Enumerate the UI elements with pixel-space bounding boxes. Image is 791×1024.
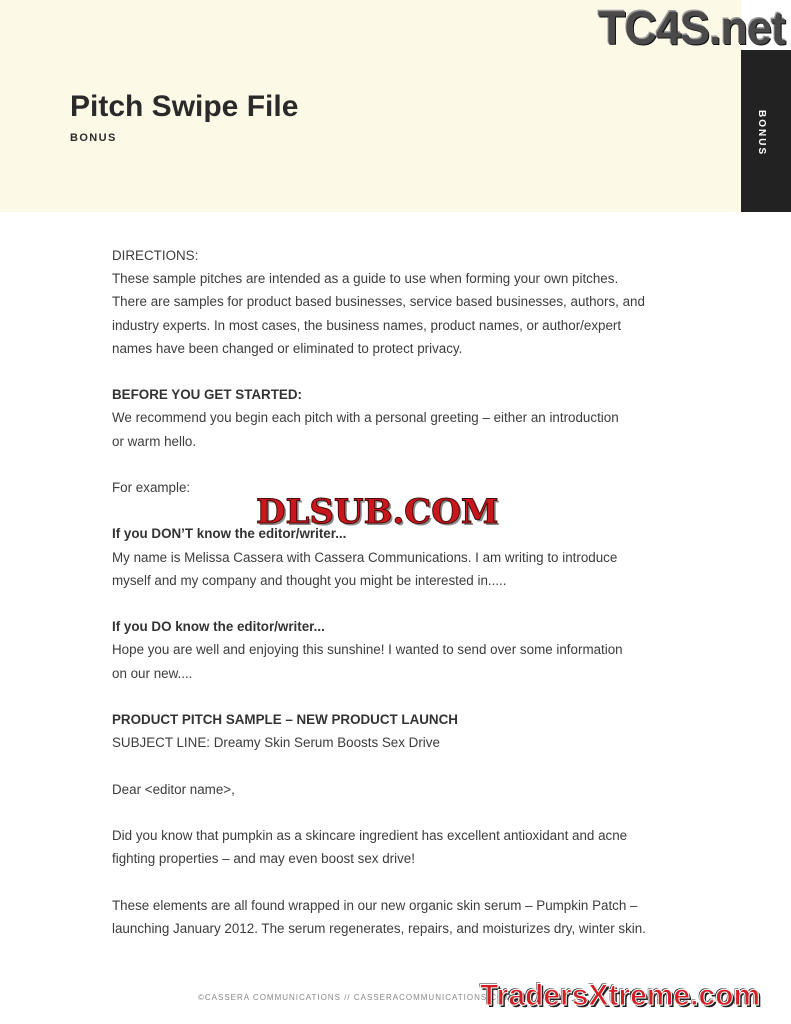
pitch-line: These elements are all found wrapped in our new organic skin serum – Pumpkin Patch – (112, 897, 638, 913)
pitch-line: Did you know that pumpkin as a skincare ingredient has excellent antioxidant and acne (112, 827, 628, 843)
pitch-paragraph-1 (112, 824, 692, 870)
subject-line: SUBJECT LINE: Dreamy Skin Serum Boosts Sex Drive (112, 735, 440, 751)
dont-know-heading: If you DON’T know the editor/writer... (112, 526, 347, 542)
directions-section (112, 244, 692, 360)
salutation: Dear <editor name>, (112, 781, 235, 797)
directions-line: industry experts. In most cases, the business names, product names, or author/expert (112, 317, 622, 333)
before-heading: BEFORE YOU GET STARTED: (112, 387, 302, 403)
before-line: We recommend you begin each pitch with a personal greeting – either an introduction (112, 410, 619, 426)
directions-line: These sample pitches are intended as a guide to use when forming your own pitches. (112, 271, 619, 287)
page-footer: ©CASSERA COMMUNICATIONS // CASSERACOMMUNICATIONS.COM (198, 993, 513, 1002)
do-know-section (112, 615, 692, 685)
sample-heading: PRODUCT PITCH SAMPLE – NEW PRODUCT LAUNCH (112, 711, 458, 727)
pitch-line: fighting properties – and may even boost sex drive! (112, 851, 415, 867)
watermark-middle: DLSUB.COM (256, 492, 499, 532)
salutation-section (112, 778, 692, 801)
page-subtitle: BONUS (70, 132, 117, 144)
watermark-bottom: TradersXtreme.com (480, 979, 761, 1012)
before-section (112, 383, 692, 453)
pitch-paragraph-2 (112, 894, 692, 940)
page-title: Pitch Swipe File (70, 90, 299, 123)
do-know-heading: If you DO know the editor/writer... (112, 619, 325, 635)
directions-line: There are samples for product based businesses, service based businesses, authors, and (112, 294, 645, 310)
dont-know-line: myself and my company and thought you might be interested in..... (112, 572, 507, 588)
do-know-line: Hope you are well and enjoying this sunshine! I wanted to send over some information (112, 642, 623, 658)
watermark-top: TC4S.net (598, 0, 786, 55)
before-line: or warm hello. (112, 433, 197, 449)
pitch-line: launching January 2012. The serum regenerates, repairs, and moisturizes dry, winter skin. (112, 920, 646, 936)
directions-line: names have been changed or eliminated to protect privacy. (112, 340, 463, 356)
document-body (112, 244, 692, 963)
dont-know-section (112, 522, 692, 592)
do-know-line: on our new.... (112, 665, 193, 681)
for-example-label: For example: (112, 480, 191, 495)
sample-section (112, 708, 692, 754)
dont-know-line: My name is Melissa Cassera with Cassera Communications. I am writing to introduce (112, 549, 618, 565)
directions-heading: DIRECTIONS: (112, 248, 199, 263)
side-tab-label: BONUS (756, 110, 767, 157)
